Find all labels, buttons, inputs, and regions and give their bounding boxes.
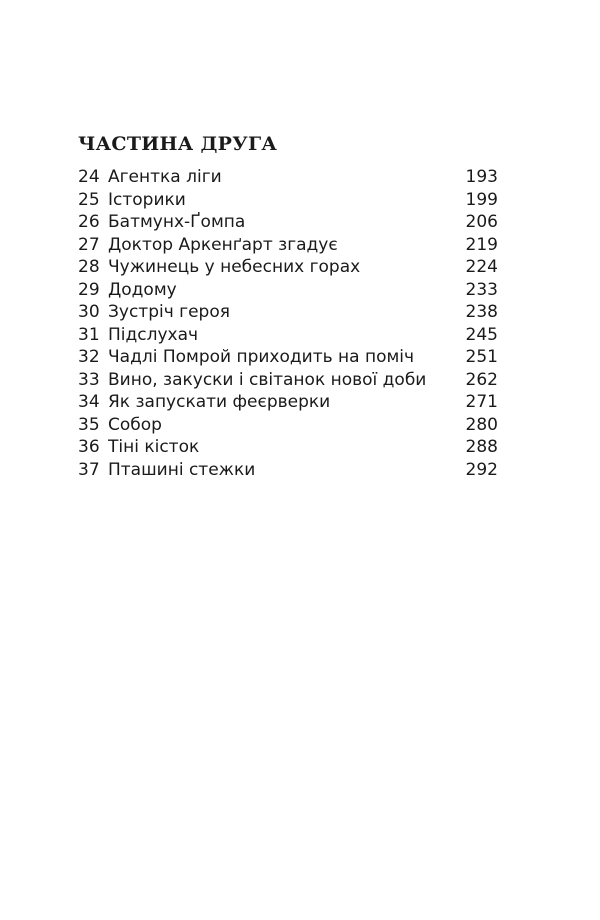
toc-entry [78,391,498,414]
chapter-number: 24 [78,167,100,187]
chapter-number: 31 [78,324,100,345]
chapter-title: Історики [108,189,186,210]
chapter-number: 25 [78,189,100,210]
toc-entry [78,189,498,212]
chapter-number: 29 [78,279,100,300]
page-number: 271 [465,392,498,412]
page-number: 233 [465,279,498,300]
toc-entry [78,234,498,257]
toc-entry [78,301,498,324]
toc-entry [78,414,498,437]
page-number: 238 [465,302,498,322]
page-number: 193 [465,167,498,187]
chapter-number: 27 [78,234,100,255]
chapter-title: Собор [108,414,162,435]
chapter-title: Підслухач [108,324,199,345]
chapter-title: Чужинець у небесних горах [108,257,361,277]
chapter-title: Батмунх-Ґомпа [108,212,246,232]
chapter-title: Вино, закуски і світанок нової доби [108,369,427,390]
chapter-number: 36 [78,437,100,457]
toc-entry [78,369,498,392]
toc-entry [78,256,498,279]
toc-entry [78,324,498,347]
chapter-number: 37 [78,459,100,480]
chapter-title: Тіні кісток [108,437,200,457]
page-number: 245 [465,324,498,345]
page-number: 251 [465,347,498,367]
toc-entry [78,436,498,459]
page-number: 206 [465,212,498,232]
chapter-title: Чадлі Помрой приходить на поміч [108,347,415,367]
chapter-number: 33 [78,369,100,390]
chapter-number: 32 [78,347,100,367]
toc-entry [78,211,498,234]
page-number: 280 [465,414,498,435]
chapter-title: Зустріч героя [108,302,230,322]
chapter-title: Як запускати феєрверки [108,392,331,412]
section-title: ЧАСТИНА ДРУГА [78,133,278,155]
toc-entry [78,166,498,189]
page-number: 199 [465,189,498,210]
toc-entry [78,279,498,302]
page-number: 262 [465,369,498,390]
page-number: 292 [465,459,498,480]
chapter-title: Пташині стежки [108,459,256,480]
chapter-number: 26 [78,212,100,232]
page-number: 224 [465,257,498,277]
chapter-number: 34 [78,392,100,412]
page-number: 219 [465,234,498,255]
chapter-number: 35 [78,414,100,435]
chapter-title: Агентка ліги [108,167,222,187]
chapter-title: Доктор Аркенґарт згадує [108,234,338,255]
chapter-title: Додому [108,279,177,300]
table-of-contents [78,166,498,481]
toc-entry [78,459,498,482]
chapter-number: 30 [78,302,100,322]
toc-entry [78,346,498,369]
chapter-number: 28 [78,257,100,277]
page-number: 288 [465,437,498,457]
